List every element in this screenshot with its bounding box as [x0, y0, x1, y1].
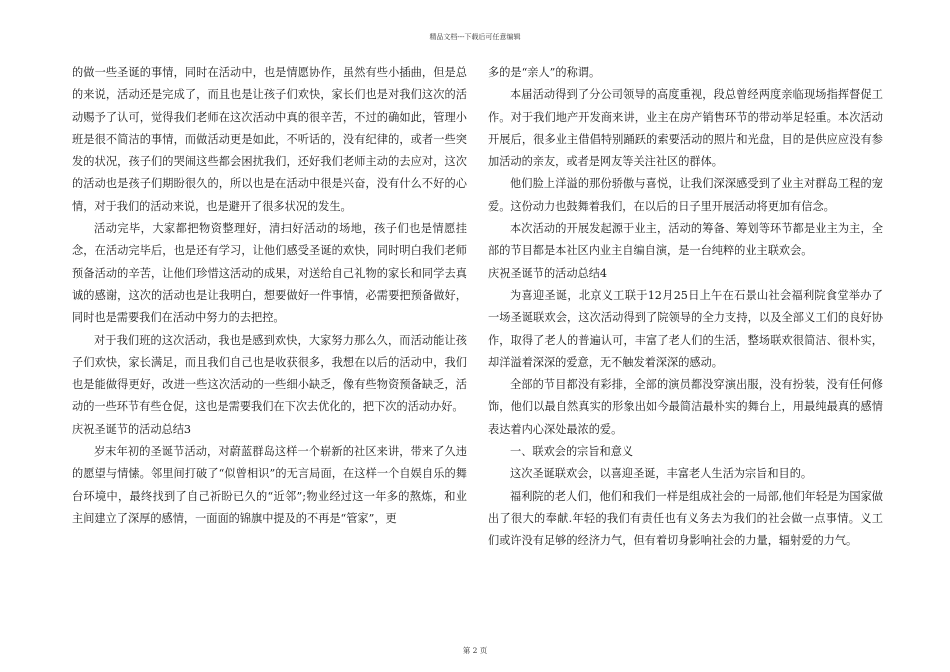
- page-number: 第 2 页: [462, 646, 488, 655]
- paragraph: 全部的节目都没有彩排，全部的演员都没穿演出服，没有扮装，没有任何修饰，他们以最自然真实的形象出如今最简洁最朴实的舞台上，用最纯最真的感情表达着内心深处最浓的爱。: [488, 378, 883, 436]
- paragraph: 福利院的老人们，他们和我们一样是组成社会的一局部,他们年轻是为国家做出了很大的奉献.年轻的我们有责任也有义务去为我们的社会做一点事情。义工们或许没有足够的经济力气，但有着切身影响社会的力量，辐射爱的力气。: [488, 489, 883, 548]
- paragraph: 的做一些圣诞的事情，同时在活动中，也是情愿协作，虽然有些小插曲，但是总的来说，活动还是完成了，而且也是让孩子们欢快，家长们也是对我们这次的活动赐予了认可，觉得我们老师在这次活动中真的很辛苦，不过的确如此，管理小班是很不简洁的事情，而做活动更是如此，不听话的，没有纪律的，或者一些突发的状况，孩子们的哭闹这些都会困扰我们，还好我们老师主动的去应对，这次的活动也是孩子们期盼很久的，所以也是在活动中很是兴奋，没有什么不好的心情，对于我们的活动来说，也是避开了很多状况的发生。: [72, 66, 467, 213]
- page-header-note: 精品文档---下载后可任意编辑: [429, 33, 521, 41]
- section-heading: 庆祝圣诞节的活动总结4: [488, 266, 607, 280]
- paragraph: 多的是“亲人”的称谓。: [488, 66, 601, 79]
- paragraph: 对于我们班的这次活动，我也是感到欢快，大家努力那么久，而活动能让孩子们欢快，家长满足，而且我们自己也是收获很多，我想在以后的活动中，我们也是能做得更好，改进一些这次活动的一些细小缺乏，像有些物资预备缺乏，活动的一些环节有些仓促，这也是需要我们在下次去优化的，把下次的活动办好。: [72, 333, 467, 414]
- paragraph: 这次圣诞联欢会，以喜迎圣诞，丰富老人生活为宗旨和目的。: [510, 467, 813, 481]
- paragraph: 活动完毕，大家都把物资整理好，清扫好活动的场地，孩子们也是情愿挂念，在活动完毕后，也是还有学习，让他们感受圣诞的欢快，同时明白我们老师预备活动的辛苦，让他们珍惜这活动的成果，对送给自己礼物的家长和同学去真诚的感谢，这次的活动也是让我明白，想要做好一件事情，必需要把预备做好，同时也是需要我们在活动中努力的去把控。: [72, 222, 467, 325]
- paragraph: 本届活动得到了分公司领导的高度重视，段总曾经两度亲临现场指挥督促工作。对于我们地产开发商来讲，业主在房产销售环节的带动举足轻重。本次活动开展后，很多业主借倡特别踊跃的索要活动的照片和光盘，目的是供应应没有参加活动的亲友，或者是网友等关注社区的群体。: [488, 88, 883, 169]
- subsection-heading: 一、联欢会的宗旨和意义: [510, 445, 634, 459]
- left-column: [72, 62, 467, 530]
- paragraph: 本次活动的开展发起源于业主，活动的筹备、筹划等环节都是业主为主，全部的节目都是本社区内业主自编自演，是一台纯粹的业主联欢会。: [488, 222, 883, 258]
- paragraph: 他们脸上洋溢的那份骄傲与喜悦，让我们深深感受到了业主对群岛工程的宠爱。这份动力也鼓舞着我们，在以后的日子里开展活动将更加有信念。: [488, 177, 883, 213]
- right-column: [488, 62, 883, 553]
- paragraph: 岁末年初的圣诞节活动，对蔚蓝群岛这样一个崭新的社区来讲，带来了久违的愿望与情愫。邻里间打破了“似曾相识”的无言局面，在这样一个自娱自乐的舞台环境中，最终找到了自己祈盼已久的“近邻”;物业经过这一年多的熬炼，和业主间建立了深厚的感情，一面面的锦旗中提及的不再是“管家”，更: [72, 445, 467, 525]
- paragraph: 为喜迎圣诞，北京义工联于12月25日上午在石景山社会福利院食堂举办了一场圣诞联欢会，这次活动得到了院领导的全力支持，以及全部义工们的良好协作，取得了老人的普遍认可，丰富了老人们的生活，整场联欢很简洁、很朴实，却洋溢着深深的爱意，无不触发着深深的感动。: [488, 288, 883, 369]
- section-heading: 庆祝圣诞节的活动总结3: [72, 422, 191, 436]
